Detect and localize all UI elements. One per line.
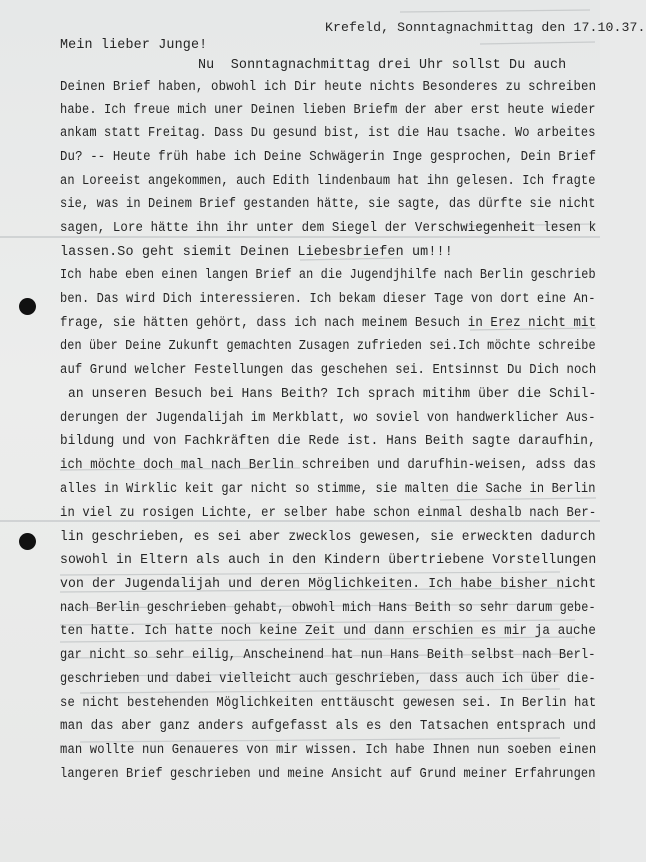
- letter-line: in viel zu rosigen Lichte, er selber habe schon einmal deshalb nach Ber-: [60, 506, 597, 521]
- letter-line: an unseren Besuch bei Hans Beith? Ich sprach mitihm über die Schil-: [68, 387, 597, 402]
- letter-line: man wollte nun Genaueres von mir wissen. Ich habe Ihnen nun soeben einen: [60, 743, 597, 758]
- letter-line: habe. Ich freue mich uner Deinen lieben Briefm der aber erst heute wieder: [60, 103, 596, 118]
- letter-dateline: Krefeld, Sonntagnachmittag den 17.10.37.: [325, 20, 646, 35]
- letter-salutation: Mein lieber Junge!: [60, 38, 208, 53]
- letter-line: Ich habe eben einen langen Brief an die Jugendjhilfe nach Berlin geschrieb: [60, 268, 596, 283]
- letter-line: sie, was in Deinem Brief gestanden hätte, sie sagte, das dürfte sie nicht: [60, 197, 596, 212]
- letter-line: gar nicht so sehr eilig, Anscheinend hat nun Hans Beith selbst nach Berl-: [60, 648, 596, 663]
- letter-line: man das aber ganz anders aufgefasst als es den Tatsachen entsprach und: [60, 719, 596, 734]
- letter-line: alles in Wirklic keit gar nicht so stimme, sie malten die Sache in Berlin: [60, 482, 596, 497]
- letter-line: frage, sie hätten gehört, dass ich nach meinem Besuch in Erez nicht mit: [60, 316, 597, 331]
- letter-line: sagen, Lore hätte ihn ihr unter dem Siegel der Verschwiegenheit lesen k: [60, 221, 597, 236]
- letter-line: den über Deine Zukunft gemachten Zusagen zufrieden sei.Ich möchte schreibe: [60, 339, 596, 354]
- letter-line: ben. Das wird Dich interessieren. Ich bekam dieser Tage von dort eine An-: [60, 292, 596, 307]
- letter-line: Deinen Brief haben, obwohl ich Dir heute nichts Besonderes zu schreiben: [60, 80, 597, 95]
- letter-line: ankam statt Freitag. Dass Du gesund bist, ist die Hau tsache. Wo arbeites: [60, 126, 596, 141]
- letter-line: derungen der Jugendalijah im Merkblatt, wo soviel von handwerklicher Aus-: [60, 411, 596, 426]
- letter-line: an Loreeist angekommen, auch Edith lindenbaum hat ihn gelesen. Ich fragte: [60, 174, 596, 189]
- letter-line: ich möchte doch mal nach Berlin schreiben und darufhin-weisen, adss das: [60, 458, 597, 473]
- letter-line: geschrieben und dabei vielleicht auch geschrieben, dass auch ich über die-: [60, 672, 596, 687]
- letter-line: se nicht bestehenden Möglichkeiten enttäuscht gewesen sei. In Berlin hat: [60, 696, 597, 711]
- letter-line: auf Grund welcher Festellungen das geschehen sei. Entsinnst Du Dich noch: [60, 363, 597, 378]
- letter-line: langeren Brief geschrieben und meine Ansicht auf Grund meiner Erfahrungen: [60, 767, 596, 782]
- letter-line: ten hatte. Ich hatte noch keine Zeit und dann erschien es mir ja auche: [60, 624, 596, 639]
- letter-line: nach Berlin geschrieben gehabt, obwohl mich Hans Beith so sehr darum gebe-: [60, 601, 596, 616]
- letter-line: bildung und von Fachkräften die Rede ist. Hans Beith sagte daraufhin,: [60, 434, 596, 449]
- letter-line: Nu Sonntagnachmittag drei Uhr sollst Du auch: [198, 58, 567, 73]
- paper-fold: [0, 236, 600, 238]
- punch-hole: [19, 298, 36, 315]
- letter-line: lassen.So geht siemit Deinen Liebesbriefen um!!!: [60, 245, 453, 260]
- punch-hole: [19, 533, 36, 550]
- letter-line: von der Jugendalijah und deren Möglichkeiten. Ich habe bisher nicht: [60, 577, 597, 592]
- letter-line: sowohl in Eltern als auch in den Kindern übertriebene Vorstellungen: [60, 553, 597, 568]
- letter-line: lin geschrieben, es sei aber zwecklos gewesen, sie erweckten dadurch: [60, 530, 596, 545]
- letter-line: Du? -- Heute früh habe ich Deine Schwägerin Inge gesprochen, Dein Brief: [60, 150, 597, 165]
